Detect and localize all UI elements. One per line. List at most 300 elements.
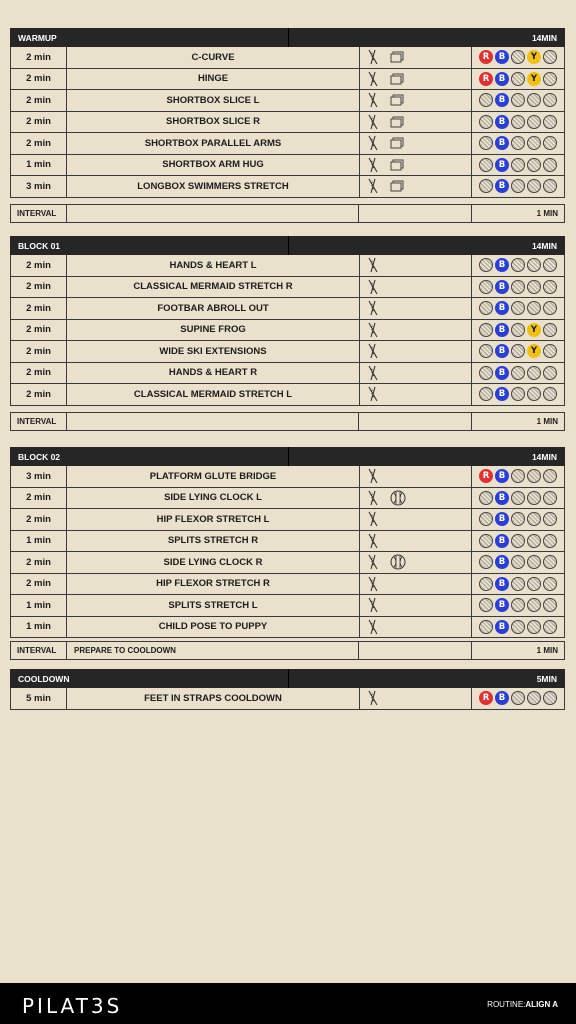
level-dot-b: B [495,115,509,129]
level-dot-b: B [495,512,509,526]
levels-cell [472,298,564,319]
levels-cell [472,69,564,90]
level-dot-inactive [543,512,557,526]
springs-icon [366,49,380,65]
level-dot-inactive [511,50,525,64]
level-dot-y: Y [527,72,541,86]
equipment-cell [360,466,472,487]
exercise-name: SUPINE FROG [67,320,360,341]
equipment-cell [360,552,472,573]
exercise-duration: 2 min [11,552,67,573]
interval-spacer [359,642,472,659]
level-dot-b: B [495,691,509,705]
level-dot-r: R [479,72,493,86]
levels-cell [472,90,564,111]
level-dot-inactive [479,115,493,129]
level-dot-b: B [495,620,509,634]
springs-icon [366,690,380,706]
exercise-duration: 2 min [11,320,67,341]
exercise-row [10,69,565,91]
level-dot-b: B [495,93,509,107]
level-dot-inactive [543,50,557,64]
routine-name: ALIGN A [525,1000,558,1009]
springs-icon [366,468,380,484]
header-divider [288,28,289,47]
exercise-name: SPLITS STRETCH L [67,595,360,616]
exercise-duration: 2 min [11,47,67,68]
levels-cell [472,341,564,362]
level-dot-b: B [495,136,509,150]
interval-row [10,204,565,223]
level-dot-inactive [527,301,541,315]
springs-icon [366,597,380,613]
exercise-name: CLASSICAL MERMAID STRETCH L [67,384,360,405]
level-dot-inactive [527,555,541,569]
level-dot-inactive [479,555,493,569]
level-dot-inactive [543,158,557,172]
level-dot-inactive [543,598,557,612]
exercise-name: PLATFORM GLUTE BRIDGE [67,466,360,487]
springs-icon [366,365,380,381]
header-divider [288,236,289,255]
equipment-cell [360,176,472,197]
level-dot-b: B [495,258,509,272]
level-dot-inactive [543,555,557,569]
levels-cell [472,277,564,298]
interval-label: INTERVAL [11,205,67,222]
levels-cell [472,509,564,530]
level-dot-inactive [543,691,557,705]
level-dot-b: B [495,534,509,548]
section-title: WARMUP [18,32,57,43]
exercise-row [10,363,565,385]
level-dot-inactive [543,301,557,315]
footer-bar [0,983,576,1024]
level-dot-inactive [511,323,525,337]
levels-cell [472,47,564,68]
level-dot-inactive [543,280,557,294]
level-dot-y: Y [527,50,541,64]
level-dot-b: B [495,598,509,612]
level-dot-inactive [543,387,557,401]
level-dot-inactive [511,620,525,634]
exercise-duration: 2 min [11,133,67,154]
equipment-cell [360,595,472,616]
ball-icon [390,490,406,506]
exercise-row [10,509,565,531]
header-divider [288,447,289,466]
level-dot-inactive [511,491,525,505]
exercise-duration: 2 min [11,298,67,319]
section-header [10,28,565,47]
level-dot-inactive [479,344,493,358]
exercise-duration: 2 min [11,384,67,405]
box-icon [390,180,404,192]
levels-cell [472,363,564,384]
exercise-name: WIDE SKI EXTENSIONS [67,341,360,362]
level-dot-inactive [527,598,541,612]
equipment-cell [360,69,472,90]
level-dot-y: Y [527,323,541,337]
box-icon [390,73,404,85]
levels-cell [472,384,564,405]
levels-cell [472,488,564,509]
exercise-name: SHORTBOX SLICE L [67,90,360,111]
level-dot-inactive [479,280,493,294]
exercise-name: HANDS & HEART R [67,363,360,384]
level-dot-r: R [479,691,493,705]
equipment-cell [360,617,472,638]
springs-icon [366,343,380,359]
level-dot-inactive [479,158,493,172]
springs-icon [366,533,380,549]
level-dot-b: B [495,366,509,380]
level-dot-b: B [495,344,509,358]
exercise-duration: 2 min [11,574,67,595]
level-dot-b: B [495,577,509,591]
springs-icon [366,178,380,194]
level-dot-inactive [511,136,525,150]
level-dot-y: Y [527,344,541,358]
equipment-cell [360,363,472,384]
level-dot-b: B [495,301,509,315]
equipment-cell [360,341,472,362]
level-dot-inactive [511,158,525,172]
equipment-cell [360,133,472,154]
level-dot-b: B [495,179,509,193]
level-dot-inactive [511,512,525,526]
exercise-name: HIP FLEXOR STRETCH L [67,509,360,530]
levels-cell [472,552,564,573]
exercise-row [10,552,565,574]
springs-icon [366,157,380,173]
level-dot-inactive [479,301,493,315]
level-dot-inactive [527,136,541,150]
exercise-name: SHORTBOX SLICE R [67,112,360,133]
exercise-name: C-CURVE [67,47,360,68]
level-dot-inactive [479,179,493,193]
springs-icon [366,386,380,402]
section-duration: 14MIN [531,240,557,251]
level-dot-inactive [511,366,525,380]
level-dot-inactive [511,179,525,193]
springs-icon [366,92,380,108]
levels-cell [472,531,564,552]
levels-cell [472,320,564,341]
level-dot-inactive [543,72,557,86]
level-dot-r: R [479,50,493,64]
equipment-cell [360,47,472,68]
exercise-name: HINGE [67,69,360,90]
springs-icon [366,71,380,87]
level-dot-inactive [527,258,541,272]
level-dot-inactive [527,577,541,591]
springs-icon [366,114,380,130]
level-dot-inactive [543,115,557,129]
exercise-name: FOOTBAR ABROLL OUT [67,298,360,319]
exercise-duration: 1 min [11,595,67,616]
level-dot-inactive [543,491,557,505]
exercise-duration: 1 min [11,531,67,552]
exercise-name: CHILD POSE TO PUPPY [67,617,360,638]
level-dot-inactive [527,93,541,107]
exercise-duration: 2 min [11,255,67,276]
level-dot-inactive [511,555,525,569]
level-dot-inactive [543,577,557,591]
level-dot-inactive [527,280,541,294]
equipment-cell [360,298,472,319]
interval-label: INTERVAL [11,413,67,430]
levels-cell [472,112,564,133]
level-dot-inactive [511,691,525,705]
level-dot-inactive [511,301,525,315]
section-title: COOLDOWN [18,673,70,684]
springs-icon [366,300,380,316]
level-dot-inactive [527,158,541,172]
springs-icon [366,279,380,295]
exercise-row [10,384,565,406]
interval-note [67,205,359,222]
exercise-name: SHORTBOX PARALLEL ARMS [67,133,360,154]
interval-spacer [359,413,472,430]
springs-icon [366,490,380,506]
level-dot-inactive [543,620,557,634]
exercise-row [10,176,565,198]
exercise-duration: 2 min [11,69,67,90]
interval-note: PREPARE TO COOLDOWN [67,642,359,659]
exercise-name: SHORTBOX ARM HUG [67,155,360,176]
interval-duration: 1 MIN [536,646,558,655]
level-dot-inactive [527,620,541,634]
levels-cell [472,255,564,276]
routine-label [487,1000,558,1009]
level-dot-inactive [511,93,525,107]
level-dot-b: B [495,555,509,569]
levels-cell [472,595,564,616]
equipment-cell [360,255,472,276]
exercise-name: LONGBOX SWIMMERS STRETCH [67,176,360,197]
springs-icon [366,257,380,273]
springs-icon [366,619,380,635]
level-dot-b: B [495,387,509,401]
box-icon [390,94,404,106]
box-icon [390,51,404,63]
equipment-cell [360,488,472,509]
section-warmup [10,28,565,198]
level-dot-b: B [495,158,509,172]
level-dot-inactive [543,366,557,380]
exercise-row [10,112,565,134]
section-duration: 5MIN [536,673,557,684]
level-dot-inactive [511,534,525,548]
level-dot-inactive [479,366,493,380]
section-duration: 14MIN [531,32,557,43]
level-dot-b: B [495,280,509,294]
level-dot-inactive [527,491,541,505]
interval-spacer [359,205,472,222]
level-dot-inactive [543,136,557,150]
routine-prefix: ROUTINE: [487,1000,526,1009]
exercise-row [10,255,565,277]
exercise-row [10,595,565,617]
levels-cell [472,574,564,595]
exercise-duration: 2 min [11,341,67,362]
level-dot-inactive [511,598,525,612]
level-dot-inactive [543,323,557,337]
exercise-row [10,617,565,639]
level-dot-inactive [511,280,525,294]
level-dot-inactive [479,534,493,548]
equipment-cell [360,531,472,552]
level-dot-inactive [511,72,525,86]
level-dot-inactive [479,323,493,337]
interval-row [10,412,565,431]
level-dot-b: B [495,469,509,483]
brand-logo: PILAT3S [22,994,123,1018]
level-dot-inactive [511,469,525,483]
exercise-name: HIP FLEXOR STRETCH R [67,574,360,595]
level-dot-inactive [511,344,525,358]
level-dot-inactive [479,258,493,272]
level-dot-inactive [511,115,525,129]
levels-cell [472,688,564,709]
exercise-row [10,466,565,488]
exercise-row [10,90,565,112]
box-icon [390,116,404,128]
levels-cell [472,617,564,638]
springs-icon [366,511,380,527]
level-dot-inactive [479,387,493,401]
section-block-01 [10,236,565,406]
equipment-cell [360,90,472,111]
box-icon [390,137,404,149]
section-cooldown [10,669,565,710]
section-title: BLOCK 01 [18,240,61,251]
equipment-cell [360,384,472,405]
interval-note [67,413,359,430]
exercise-row [10,341,565,363]
exercise-name: SIDE LYING CLOCK L [67,488,360,509]
level-dot-inactive [527,366,541,380]
level-dot-r: R [479,469,493,483]
exercise-name: SIDE LYING CLOCK R [67,552,360,573]
exercise-row [10,277,565,299]
exercise-name: HANDS & HEART L [67,255,360,276]
level-dot-inactive [527,469,541,483]
section-header [10,447,565,466]
level-dot-inactive [527,512,541,526]
exercise-duration: 2 min [11,112,67,133]
springs-icon [366,135,380,151]
exercise-row [10,155,565,177]
equipment-cell [360,277,472,298]
level-dot-inactive [527,387,541,401]
levels-cell [472,176,564,197]
exercise-row [10,298,565,320]
interval-duration: 1 MIN [536,209,558,218]
exercise-duration: 2 min [11,363,67,384]
exercise-duration: 3 min [11,176,67,197]
header-divider [288,669,289,688]
equipment-cell [360,509,472,530]
exercise-duration: 1 min [11,155,67,176]
exercise-name: SPLITS STRETCH R [67,531,360,552]
exercise-row [10,47,565,69]
level-dot-inactive [479,512,493,526]
level-dot-inactive [543,179,557,193]
exercise-row [10,574,565,596]
level-dot-inactive [543,469,557,483]
level-dot-inactive [511,387,525,401]
exercise-duration: 1 min [11,617,67,638]
level-dot-b: B [495,323,509,337]
ball-icon [390,554,406,570]
interval-row [10,641,565,660]
exercise-duration: 2 min [11,509,67,530]
levels-cell [472,155,564,176]
level-dot-inactive [479,577,493,591]
exercise-row [10,688,565,710]
exercise-row [10,133,565,155]
exercise-name: FEET IN STRAPS COOLDOWN [67,688,360,709]
level-dot-inactive [527,691,541,705]
level-dot-inactive [543,344,557,358]
exercise-duration: 2 min [11,277,67,298]
equipment-cell [360,112,472,133]
level-dot-inactive [527,179,541,193]
box-icon [390,159,404,171]
level-dot-inactive [511,577,525,591]
level-dot-inactive [527,115,541,129]
exercise-row [10,488,565,510]
level-dot-inactive [479,93,493,107]
level-dot-inactive [511,258,525,272]
section-title: BLOCK 02 [18,451,61,462]
exercise-duration: 2 min [11,90,67,111]
levels-cell [472,133,564,154]
exercise-duration: 3 min [11,466,67,487]
level-dot-inactive [479,620,493,634]
level-dot-inactive [479,136,493,150]
equipment-cell [360,320,472,341]
level-dot-inactive [543,258,557,272]
level-dot-inactive [479,491,493,505]
exercise-row [10,320,565,342]
springs-icon [366,554,380,570]
section-header [10,669,565,688]
exercise-duration: 5 min [11,688,67,709]
equipment-cell [360,574,472,595]
interval-label: INTERVAL [11,642,67,659]
exercise-duration: 2 min [11,488,67,509]
equipment-cell [360,688,472,709]
level-dot-b: B [495,491,509,505]
level-dot-inactive [479,598,493,612]
equipment-cell [360,155,472,176]
interval-duration: 1 MIN [536,417,558,426]
springs-icon [366,322,380,338]
level-dot-inactive [527,534,541,548]
level-dot-b: B [495,72,509,86]
level-dot-inactive [543,534,557,548]
section-header [10,236,565,255]
section-block-02 [10,447,565,638]
level-dot-inactive [543,93,557,107]
levels-cell [472,466,564,487]
section-duration: 14MIN [531,451,557,462]
exercise-row [10,531,565,553]
level-dot-b: B [495,50,509,64]
